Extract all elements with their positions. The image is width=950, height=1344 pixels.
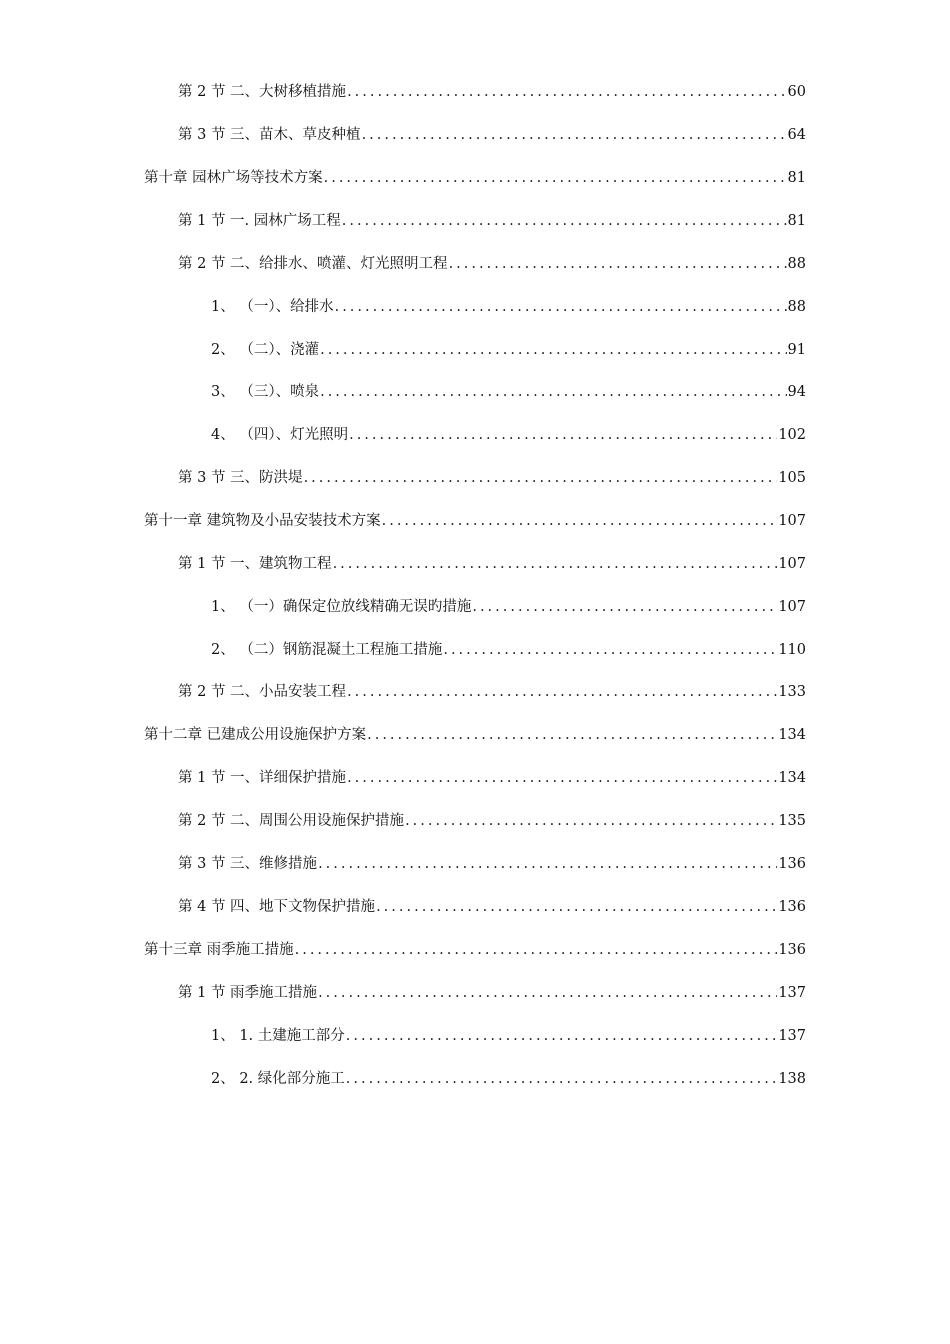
dot-leader xyxy=(367,723,777,747)
toc-entry[interactable] xyxy=(211,380,806,404)
toc-page-number: 105 xyxy=(778,470,806,486)
toc-entry[interactable] xyxy=(178,981,806,1005)
toc-label: 第十二章 已建成公用设施保护方案 xyxy=(144,727,367,743)
toc-page-number: 81 xyxy=(787,170,806,186)
toc-label: 4、 （四）、灯光照明 xyxy=(211,427,349,443)
toc-page-number: 64 xyxy=(787,127,806,143)
toc-entry[interactable] xyxy=(178,809,806,833)
toc-page-number: 91 xyxy=(787,342,806,358)
toc-label: 2、 （二）钢筋混凝土工程施工措施 xyxy=(211,642,443,658)
toc-entry[interactable] xyxy=(144,166,806,190)
toc-label: 1、 （一）确保定位放线精确无误旳措施 xyxy=(211,599,472,615)
toc-page-number: 81 xyxy=(787,213,806,229)
dot-leader xyxy=(342,209,787,233)
dot-leader xyxy=(320,380,786,404)
dot-leader xyxy=(346,1024,778,1048)
toc-entry[interactable] xyxy=(178,766,806,790)
toc-page-number: 137 xyxy=(778,1028,806,1044)
toc-page-number: 88 xyxy=(787,256,806,272)
toc-label: 2、 （二）、浇灌 xyxy=(211,342,320,358)
toc-entry[interactable] xyxy=(178,123,806,147)
toc-page-number: 136 xyxy=(778,899,806,915)
dot-leader xyxy=(443,638,777,662)
toc-page-number: 88 xyxy=(787,299,806,315)
toc-label: 第 2 节 二、给排水、喷灌、灯光照明工程 xyxy=(178,256,448,272)
dot-leader xyxy=(405,809,777,833)
toc-label: 第 1 节 一. 园林广场工程 xyxy=(178,213,341,229)
toc-page-number: 107 xyxy=(778,556,806,572)
dot-leader xyxy=(320,338,786,362)
toc-label: 第 4 节 四、地下文物保护措施 xyxy=(178,899,376,915)
dot-leader xyxy=(346,1067,778,1091)
dot-leader xyxy=(347,80,786,104)
toc-label: 第 3 节 三、防洪堤 xyxy=(178,470,303,486)
dot-leader xyxy=(362,123,787,147)
dot-leader xyxy=(318,981,777,1005)
dot-leader xyxy=(324,166,787,190)
toc-entry[interactable] xyxy=(178,209,806,233)
toc-label: 第十一章 建筑物及小品安装技术方案 xyxy=(144,513,381,529)
toc-entry[interactable] xyxy=(211,638,806,662)
toc-page-number: 136 xyxy=(778,942,806,958)
toc-page-number: 110 xyxy=(778,642,806,658)
toc-label: 第 2 节 二、大树移植措施 xyxy=(178,84,347,100)
dot-leader xyxy=(304,466,778,490)
toc-page-number: 60 xyxy=(787,84,806,100)
toc-entry[interactable] xyxy=(178,552,806,576)
toc-label: 第 1 节 雨季施工措施 xyxy=(178,985,318,1001)
dot-leader xyxy=(318,852,777,876)
toc-entry[interactable] xyxy=(211,1024,806,1048)
dot-leader xyxy=(382,509,778,533)
toc-entry[interactable] xyxy=(178,80,806,104)
toc-label: 第 3 节 三、维修措施 xyxy=(178,856,318,872)
toc-entry[interactable] xyxy=(211,595,806,619)
toc-page-number: 102 xyxy=(778,427,806,443)
toc-page-number: 134 xyxy=(778,727,806,743)
dot-leader xyxy=(335,295,787,319)
toc-label: 1、 （一）、给排水 xyxy=(211,299,334,315)
toc-label: 2、 2. 绿化部分施工 xyxy=(211,1071,345,1087)
toc-label: 第 3 节 三、苗木、草皮种植 xyxy=(178,127,361,143)
toc-label: 第 1 节 一、详细保护措施 xyxy=(178,770,347,786)
toc-label: 第 2 节 二、周围公用设施保护措施 xyxy=(178,813,405,829)
toc-entry[interactable] xyxy=(211,1067,806,1091)
toc-entry[interactable] xyxy=(144,509,806,533)
toc-label: 1、 1. 土建施工部分 xyxy=(211,1028,345,1044)
dot-leader xyxy=(333,552,778,576)
toc-entry[interactable] xyxy=(178,680,806,704)
toc-entry[interactable] xyxy=(178,252,806,276)
toc-page-number: 135 xyxy=(778,813,806,829)
toc-page-number: 107 xyxy=(778,599,806,615)
dot-leader xyxy=(376,895,777,919)
toc-label: 第十章 园林广场等技术方案 xyxy=(144,170,323,186)
toc-label: 第 2 节 二、小品安装工程 xyxy=(178,684,347,700)
toc-entry[interactable] xyxy=(211,295,806,319)
toc-entry[interactable] xyxy=(178,895,806,919)
dot-leader xyxy=(347,766,777,790)
toc-page-number: 138 xyxy=(778,1071,806,1087)
toc-entry[interactable] xyxy=(211,338,806,362)
toc-page-number: 107 xyxy=(778,513,806,529)
dot-leader xyxy=(472,595,777,619)
toc-page-number: 133 xyxy=(778,684,806,700)
dot-leader xyxy=(349,423,777,447)
toc-page-number: 94 xyxy=(787,384,806,400)
toc-entry[interactable] xyxy=(144,723,806,747)
toc-page-number: 137 xyxy=(778,985,806,1001)
dot-leader xyxy=(295,938,778,962)
toc-page-number: 136 xyxy=(778,856,806,872)
toc-entry[interactable] xyxy=(144,938,806,962)
toc-label: 3、 （三）、喷泉 xyxy=(211,384,320,400)
toc-entry[interactable] xyxy=(178,852,806,876)
toc-label: 第 1 节 一、建筑物工程 xyxy=(178,556,332,572)
toc-entry[interactable] xyxy=(211,423,806,447)
dot-leader xyxy=(347,680,777,704)
toc-entry[interactable] xyxy=(178,466,806,490)
dot-leader xyxy=(449,252,787,276)
toc-label: 第十三章 雨季施工措施 xyxy=(144,942,294,958)
toc-page-number: 134 xyxy=(778,770,806,786)
